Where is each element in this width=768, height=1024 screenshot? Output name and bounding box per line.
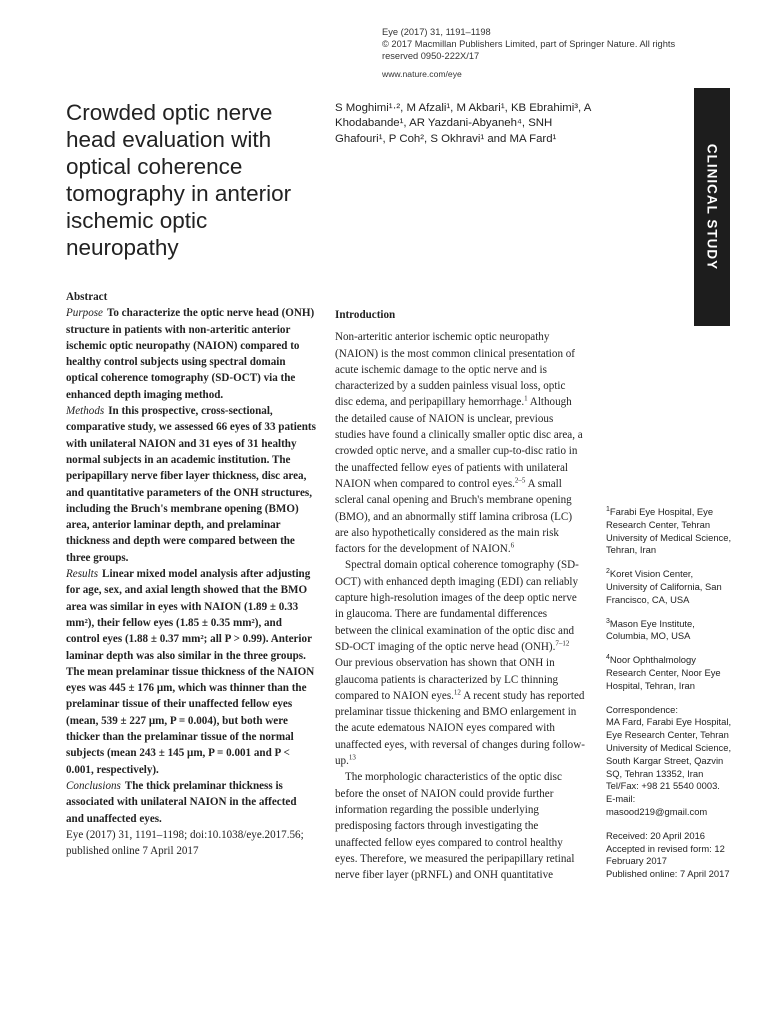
ref-link[interactable]: 7–12 [555, 639, 570, 648]
purpose-label: Purpose [66, 307, 103, 320]
affiliation-1 [606, 506, 736, 557]
methods-text: In this prospective, cross-sectional, comparative study, we assessed 66 eyes of 33 patients with unilateral NAION and 31 eyes of 31 healthy normal subjects in an academic institution. The peripapillary nerve fiber layer thickness, disc area, and quantitative parameters of the ONH structures, including the Bruch's membrane opening (BMO) area, anterior laminar depth, and prelaminar thickness and depth were compared between the three groups. [66, 405, 316, 564]
intro-text: Although the detailed cause of NAION is unclear, previous studies have found a clinically smaller optic disc area, a crowded optic nerve, and a smaller cup-to-disc ratio in the unaffected fellow eyes of patients with unilateral NAION when compared to control eyes. [335, 396, 583, 490]
abstract-conclusions [66, 778, 316, 827]
affiliation-number: 4 [606, 654, 610, 662]
abstract [66, 289, 316, 859]
abstract-heading: Abstract [66, 291, 108, 303]
ref-link[interactable]: 1 [524, 394, 528, 403]
intro-text: A recent study has reported prelaminar tissue thickening and BMO enlargement in the acute edematous NAION eyes compared with unaffected eyes, with reversal of changes during follow-up. [335, 689, 585, 768]
affiliations-sidebar [606, 506, 736, 892]
correspondence-phone: Tel/Fax: +98 21 5540 0003. [606, 780, 720, 792]
journal-header [382, 26, 712, 80]
date-accepted: Accepted in revised form: 12 February 2017 [606, 842, 725, 867]
purpose-text: To characterize the optic nerve head (ONH) structure in patients with non-arteritic anterior ischemic optic neuropathy (NAION) compared to healthy control subjects using spectral domain optical coherence tomography (SD-OCT) via the enhanced depth imaging method. [66, 307, 315, 401]
journal-url[interactable]: www.nature.com/eye [382, 69, 462, 79]
affiliation-text: Noor Ophthalmology Research Center, Noor Eye Hospital, Tehran, Iran [606, 654, 721, 691]
affiliation-3 [606, 618, 736, 644]
affiliation-text: Farabi Eye Hospital, Eye Research Center, Tehran University of Medical Science, Tehran, Iran [606, 506, 732, 556]
author-list: S Moghimi¹·², M Afzali¹, M Akbari¹, KB Ebrahimi³, A Khodabande¹, AR Yazdani-Abyaneh⁴, SNH Ghafouri¹, P Coh², S Okhravi¹ and MA Fard¹ [335, 102, 591, 145]
abstract-methods [66, 403, 316, 566]
correspondence-email[interactable]: E-mail: masood219@gmail.com [606, 793, 708, 817]
article-dates [606, 830, 736, 881]
intro-paragraph-2 [335, 557, 585, 769]
affiliation-text: Koret Vision Center, University of California, San Francisco, CA, USA [606, 568, 722, 605]
abstract-results [66, 566, 316, 778]
copyright-line: © 2017 Macmillan Publishers Limited, part of Springer Nature. All rights reserved 0950-222X/17 [382, 39, 676, 61]
date-received: Received: 20 April 2016 [606, 829, 706, 841]
journal-citation: Eye (2017) 31, 1191–1198 [382, 27, 491, 37]
correspondence-label: Correspondence: [606, 703, 678, 715]
ref-link[interactable]: 12 [453, 688, 461, 697]
correspondence [606, 704, 736, 819]
introduction [335, 307, 585, 883]
methods-label: Methods [66, 405, 105, 418]
affiliation-2 [606, 568, 736, 606]
correspondence-address: MA Fard, Farabi Eye Hospital, Eye Research Center, Tehran University of Medical Science, South Kargar Street, Qazvin SQ, Tehran 13352, Iran [606, 716, 732, 779]
section-label: CLINICAL STUDY [704, 143, 720, 271]
results-text: Linear mixed model analysis after adjusting for age, sex, and axial length showed that the BMO area was similar in eyes with NAION (1.89 ± 0.33 mm²), their fellow eyes (1.85 ± 0.35 mm²), and control eyes (1.88 ± 0.37 mm²; all P > 0.99). Anterior laminar depth was also similar in the three groups. The mean prelaminar tissue thickness of the NAION eyes was 445 ± 176 μm, which was thinner than the prelaminar tissue of their unaffected fellow eyes (mean, 539 ± 227 μm, P = 0.004), but both were thicker than the prelaminar tissue of the normal subjects (mean 243 ± 145 μm, P = 0.001 and P < 0.001, respectively). [66, 568, 315, 776]
results-label: Results [66, 568, 99, 581]
conclusions-text: The thick prelaminar thickness is associated with unilateral NAION in the affected and unaffected eyes. [66, 779, 297, 825]
intro-text: Non-arteritic anterior ischemic optic neuropathy (NAION) is the most common clinical presentation of acute ischemic damage to the optic nerve and is characterized by a sudden painless visual loss, optic disc edema, and peripapillary hemorrhage. [335, 331, 575, 409]
article-title: Crowded optic nerve head evaluation with optical coherence tomography in anterior ischemic optic neuropathy [66, 100, 292, 260]
affiliation-number: 3 [606, 617, 610, 625]
intro-paragraph-1 [335, 329, 585, 557]
ref-link[interactable]: 6 [510, 541, 515, 550]
affiliation-text: Mason Eye Institute, Columbia, MO, USA [606, 617, 695, 642]
affiliation-number: 2 [606, 568, 610, 576]
ref-link[interactable]: 2–5 [514, 476, 526, 485]
date-published: Published online: 7 April 2017 [606, 868, 730, 880]
intro-heading: Introduction [335, 309, 396, 321]
abstract-citation: Eye (2017) 31, 1191–1198; doi:10.1038/eye.2017.56; published online 7 April 2017 [66, 828, 304, 858]
ref-link[interactable]: 13 [348, 753, 356, 762]
affiliation-4 [606, 654, 736, 692]
intro-text: A small scleral canal opening and Bruch's membrane opening (BMO), and an abnormally stiff lamina cribrosa (LC) are also hypothetically considered as the main risk factors for the development of NAION. [335, 477, 573, 556]
abstract-purpose [66, 305, 316, 403]
intro-text: Spectral domain optical coherence tomography (SD-OCT) with enhanced depth imaging (EDI) can reliably capture high-resolution images of the deep optic nerve in glaucoma. There are fundamental differences between the clinical examination of the optic disc and SD-OCT imaging of the optic nerve head (ONH). [335, 559, 579, 653]
affiliation-number: 1 [606, 505, 610, 513]
conclusions-label: Conclusions [66, 779, 121, 792]
intro-paragraph-3: The morphologic characteristics of the optic disc before the onset of NAION could provide further information regarding the possible underlying predisposing factors through investigating the unaffected fellow eyes compared to control healthy eyes. Therefore, we measured the peripapillary retinal nerve fiber layer (pRNFL) and ONH quantitative [335, 771, 575, 882]
intro-text: Our previous observation has shown that ONH in glaucoma patients is characterized by LC thinning compared to NAION eyes. [335, 657, 559, 702]
section-banner [694, 88, 730, 326]
